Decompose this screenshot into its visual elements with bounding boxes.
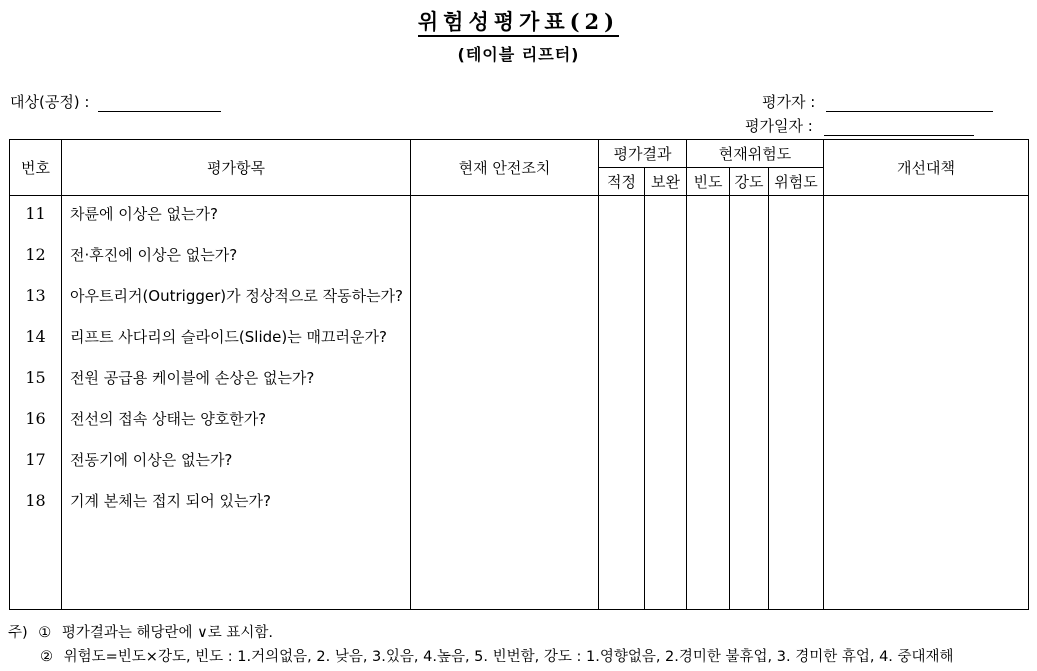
target-input-line[interactable] [98,97,221,112]
row-item: 차륜에 이상은 없는가? [70,205,218,223]
no-column [10,196,62,610]
eval-date-input-line[interactable] [824,121,974,136]
row-number: 15 [25,368,46,387]
item-column [62,196,411,610]
severity-cell[interactable] [730,196,769,610]
note-2-mark: ② [40,649,53,665]
row-number: 14 [25,327,46,346]
header-no: 번호 [10,140,62,196]
page-title: 위험성평가표(2) [0,6,1037,36]
header-severity: 강도 [730,168,769,196]
note-2 [40,645,954,666]
row-item: 리프트 사다리의 슬라이드(Slide)는 매끄러운가? [70,328,387,346]
row-item: 전원 공급용 케이블에 손상은 없는가? [70,369,315,387]
risk-assessment-table [9,139,1029,610]
risk-level-cell[interactable] [769,196,824,610]
header-result-ok: 적정 [599,168,645,196]
row-item: 전·후진에 이상은 없는가? [70,246,238,264]
note-1 [8,621,273,642]
row-number: 17 [25,450,46,469]
note-1-text: 평가결과는 해당란에 ∨로 표시함. [61,625,274,641]
header-risk-level: 위험도 [769,168,824,196]
row-item: 기계 본체는 접지 되어 있는가? [70,492,271,510]
header-freq: 빈도 [687,168,730,196]
evaluator-label: 평가자 : [762,93,816,111]
target-field [10,91,221,112]
eval-date-label: 평가일자 : [745,117,813,135]
header-action: 개선대책 [824,140,1029,196]
page-subtitle: (테이블 리프터) [457,45,580,64]
header-item: 평가항목 [62,140,411,196]
result-ok-cell[interactable] [599,196,645,610]
row-number: 11 [25,204,46,223]
row-item: 전동기에 이상은 없는가? [70,451,233,469]
header-current-measures: 현재 안전조치 [411,140,599,196]
note-2-text: 위험도=빈도×강도, 빈도 : 1.거의없음, 2. 낮음, 3.있음, 4.높음, 5. 빈번함, 강도 : 1.영향없음, 2.경미한 불휴업, 3. 경미한 휴업, 4. 중대재해 [63,649,954,665]
target-label: 대상(공정) : [10,93,90,111]
row-number: 18 [25,491,46,510]
row-item: 전선의 접속 상태는 양호한가? [70,410,267,428]
evaluator-input-line[interactable] [826,97,993,112]
note-1-mark: ① [38,625,52,641]
freq-cell[interactable] [687,196,730,610]
note-prefix: 주) [8,625,28,641]
row-number: 13 [25,286,46,305]
action-cell[interactable] [824,196,1029,610]
row-number: 16 [25,409,46,428]
result-fix-cell[interactable] [645,196,687,610]
header-risk: 현재위험도 [687,140,824,168]
header-result-fix: 보완 [645,168,687,196]
eval-date-field [745,115,974,136]
row-number: 12 [25,245,46,264]
row-item: 아우트리거(Outrigger)가 정상적으로 작동하는가? [70,287,404,305]
evaluator-field [762,91,993,112]
current-measures-cell[interactable] [411,196,599,610]
header-result: 평가결과 [599,140,687,168]
